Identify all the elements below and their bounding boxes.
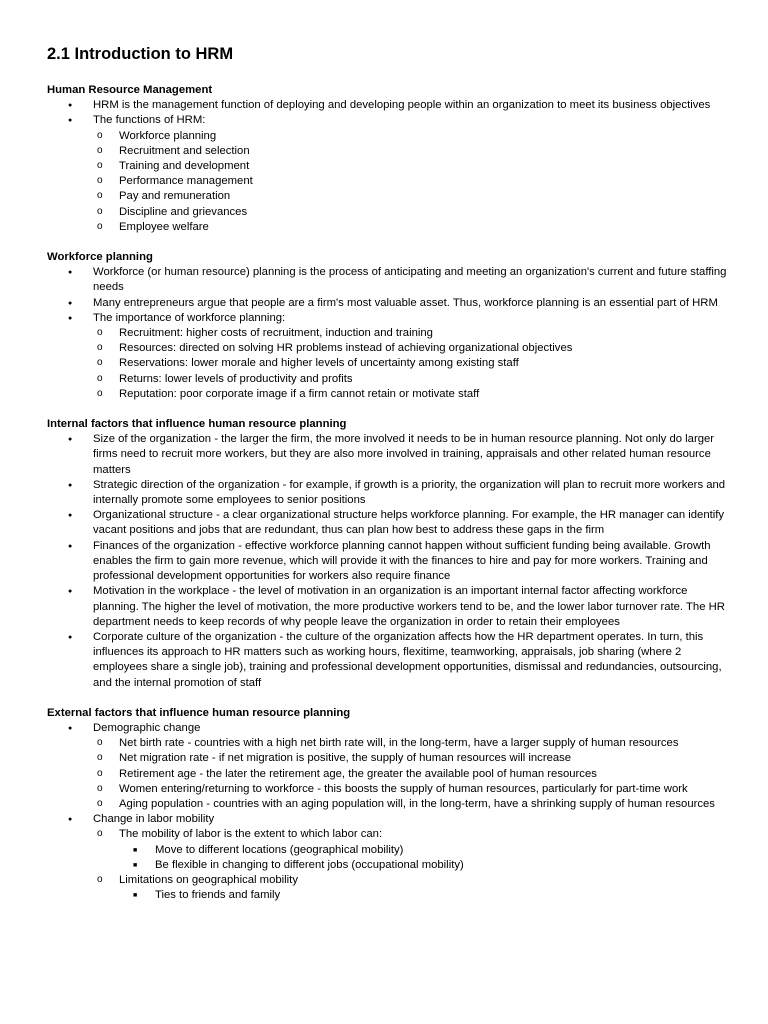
- bullet-item: [47, 265, 728, 295]
- bullet-text: HRM is the management function of deploying and developing people within an organization to meet its business objectives: [93, 99, 711, 112]
- sub-item: o Aging population - countries with an aging population will, in the long-term, have a shrinking supply of human resources: [93, 797, 728, 812]
- sub-item: o Pay and remuneration: [93, 189, 728, 204]
- bullet-text: Motivation in the workplace - the level of motivation in an organization is an important internal factor affecting workforce planning. The higher the level of motivation, the more productive workers tend to be, and the lower labor turnover rate. The HR department needs to keep records of why people leave the organization in order to retain their employees: [93, 585, 725, 628]
- sub-item: o Recruitment and selection: [93, 144, 728, 159]
- bullet-item: [47, 478, 728, 508]
- bullet-item: [47, 113, 728, 235]
- section: [47, 706, 728, 904]
- sub-item: o Reputation: poor corporate image if a firm cannot retain or motivate staff: [93, 387, 728, 402]
- sub-item: o Workforce planning: [93, 129, 728, 144]
- bullet-item: [47, 539, 728, 585]
- bullet-item: [47, 584, 728, 630]
- section: [47, 83, 728, 235]
- sub-item-text: The mobility of labor is the extent to which labor can:: [119, 828, 383, 841]
- bullet-text: The importance of workforce planning:: [93, 311, 286, 324]
- bullet-list: [47, 721, 728, 903]
- bullet-text: Corporate culture of the organization - the culture of the organization affects how the HR department operates. In turn, this influences its approach to HR matters such as working hours, flexitime, teamworking, appraisals, job sharing (where 2 employees share a single job), training and professional development opportunities, dismissal and redundancies, outsourcing, and the internal promotion of staff: [93, 630, 722, 689]
- section: [47, 250, 728, 402]
- sub-item: o Recruitment: higher costs of recruitment, induction and training: [93, 326, 728, 341]
- bullet-text: The functions of HRM:: [93, 114, 206, 127]
- bullet-list: [47, 265, 728, 402]
- bullet-text: Strategic direction of the organization - for example, if growth is a priority, the organization will plan to recruit more workers and internally promote some employees to senior positions: [93, 478, 726, 507]
- sub-item: o Reservations: lower morale and higher levels of uncertainty among existing staff: [93, 356, 728, 371]
- sub-item: o Retirement age - the later the retirement age, the greater the available pool of human resources: [93, 767, 728, 782]
- sub-item: [93, 827, 728, 873]
- bullet-item: [47, 812, 728, 903]
- bullet-text: Finances of the organization - effective workforce planning cannot happen without sufficient funding being available. Growth enables the firm to gain more revenue, which will provide it with the finances to hire and pay for more workers. Training and professional development opportunities for workers also require finance: [93, 539, 711, 583]
- bullet-item: [47, 311, 728, 402]
- sub-item: o Performance management: [93, 174, 728, 189]
- sub-sub-item: ■ Ties to friends and family: [119, 888, 728, 903]
- bullet-item: [47, 296, 728, 311]
- bullet-item: [47, 630, 728, 691]
- bullet-list: [47, 432, 728, 690]
- sub-item: o Women entering/returning to workforce - this boosts the supply of human resources, particularly for part-time work: [93, 782, 728, 797]
- sub-sub-list: [119, 843, 728, 873]
- sub-item: o Discipline and grievances: [93, 205, 728, 220]
- bullet-text: Demographic change: [93, 721, 201, 734]
- sub-sub-item: ■ Move to different locations (geographical mobility): [119, 843, 728, 858]
- sub-item: o Employee welfare: [93, 220, 728, 235]
- section: [47, 417, 728, 691]
- sub-item: [93, 873, 728, 903]
- section-heading: Human Resource Management: [47, 84, 213, 96]
- sub-sub-item: ■ Be flexible in changing to different jobs (occupational mobility): [119, 858, 728, 873]
- bullet-item: [47, 432, 728, 478]
- bullet-list: [47, 98, 728, 235]
- bullet-text: Size of the organization - the larger the firm, the more involved it needs to be in human resource planning. Not only do larger firms need to recruit more workers, but they are also more involved in training, appraisals and other related human resource matters: [93, 433, 715, 476]
- bullet-item: [47, 98, 728, 113]
- sub-list: [93, 736, 728, 812]
- bullet-text: Organizational structure - a clear organizational structure helps workforce planning. For example, the HR manager can identify vacant positions and jobs that are redundant, thus can plan how best to address these gaps in the firm: [93, 509, 725, 537]
- sub-list: [93, 129, 728, 235]
- sub-item: o Returns: lower levels of productivity and profits: [93, 372, 728, 387]
- bullet-text: Change in labor mobility: [93, 813, 215, 826]
- bullet-text: Workforce (or human resource) planning is the process of anticipating and meeting an organization's current and future staffing needs: [93, 266, 727, 294]
- sub-item: o Resources: directed on solving HR problems instead of achieving organizational objectives: [93, 341, 728, 356]
- sub-item: o Training and development: [93, 159, 728, 174]
- section-heading: Internal factors that influence human resource planning: [47, 418, 347, 431]
- sub-list: [93, 827, 728, 903]
- page-title: 2.1 Introduction to HRM: [47, 45, 234, 63]
- sub-item: o Net birth rate - countries with a high net birth rate will, in the long-term, have a larger supply of human resources: [93, 736, 728, 751]
- bullet-item: [47, 508, 728, 538]
- sub-item-text: Limitations on geographical mobility: [119, 873, 298, 886]
- sub-list: [93, 326, 728, 402]
- section-heading: External factors that influence human resource planning: [47, 706, 351, 719]
- bullet-item: [47, 721, 728, 812]
- section-heading: Workforce planning: [47, 251, 153, 264]
- sub-item: o Net migration rate - if net migration is positive, the supply of human resources will increase: [93, 751, 728, 766]
- bullet-text: Many entrepreneurs argue that people are a firm's most valuable asset. Thus, workforce planning is an essential part of HRM: [93, 296, 718, 309]
- document-body: [47, 83, 728, 903]
- sub-sub-list: [119, 888, 728, 903]
